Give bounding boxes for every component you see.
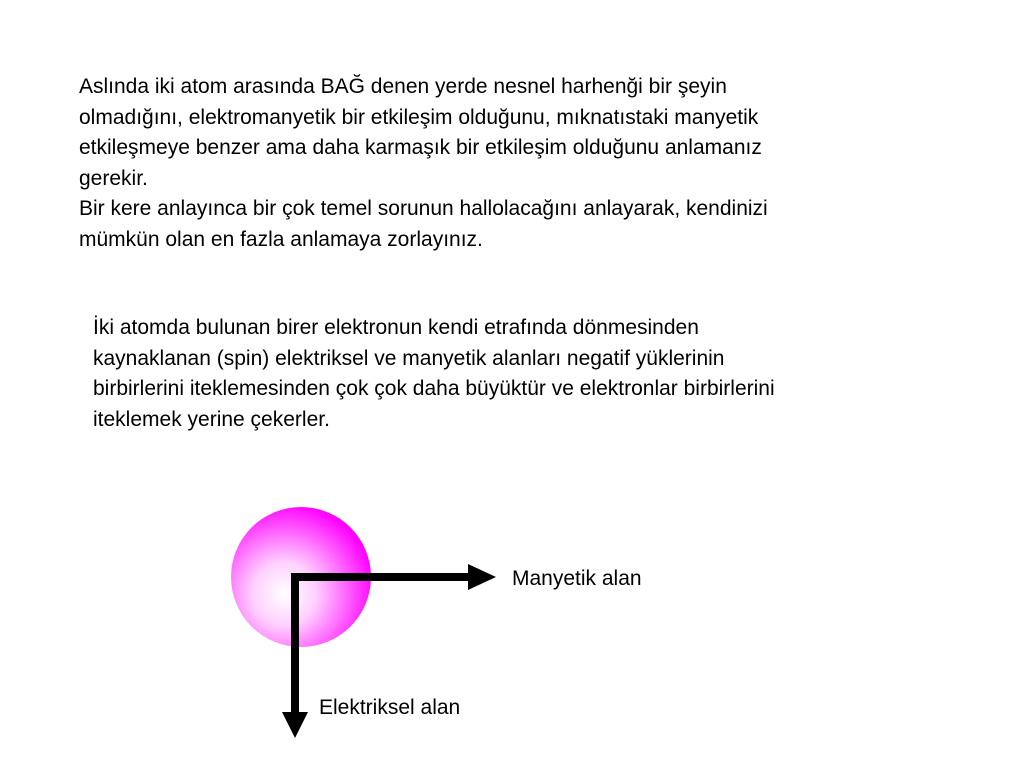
spin-line: iteklemek yerine çekerler. [93, 407, 330, 431]
spin-line: kaynaklanan (spin) elektriksel ve manyetik alanları negatif yüklerinin [93, 346, 725, 370]
intro-line: etkileşmeye benzer ama daha karmaşık bir etkileşim olduğunu anlamanız [79, 136, 762, 159]
spin-line: birbirlerini iteklemesinden çok çok daha büyüktür ve elektronlar birbirlerini [93, 377, 775, 400]
intro-line: olmadığını, elektromanyetik bir etkileşim olduğunu, mıknatıstaki manyetik [79, 105, 759, 129]
electric-field-label: Elektriksel alan [319, 696, 461, 719]
intro-line: gerekir. [79, 166, 148, 190]
magnetic-field-label: Manyetik alan [512, 567, 642, 590]
intro-line: mümkün olan en fazla anlamaya zorlayınız. [79, 227, 483, 251]
intro-line: Bir kere anlayınca bir çok temel sorunun hallolacağını anlayarak, kendinizi [79, 197, 768, 220]
magnetic-field-arrowhead [468, 564, 496, 590]
electric-field-arrowhead [282, 712, 308, 738]
spin-line: İki atomda bulunan birer elektronun kendi etrafında dönmesinden [93, 316, 699, 339]
intro-line: Aslında iki atom arasında BAĞ denen yerde nesnel harhenği bir şeyin [79, 75, 727, 98]
